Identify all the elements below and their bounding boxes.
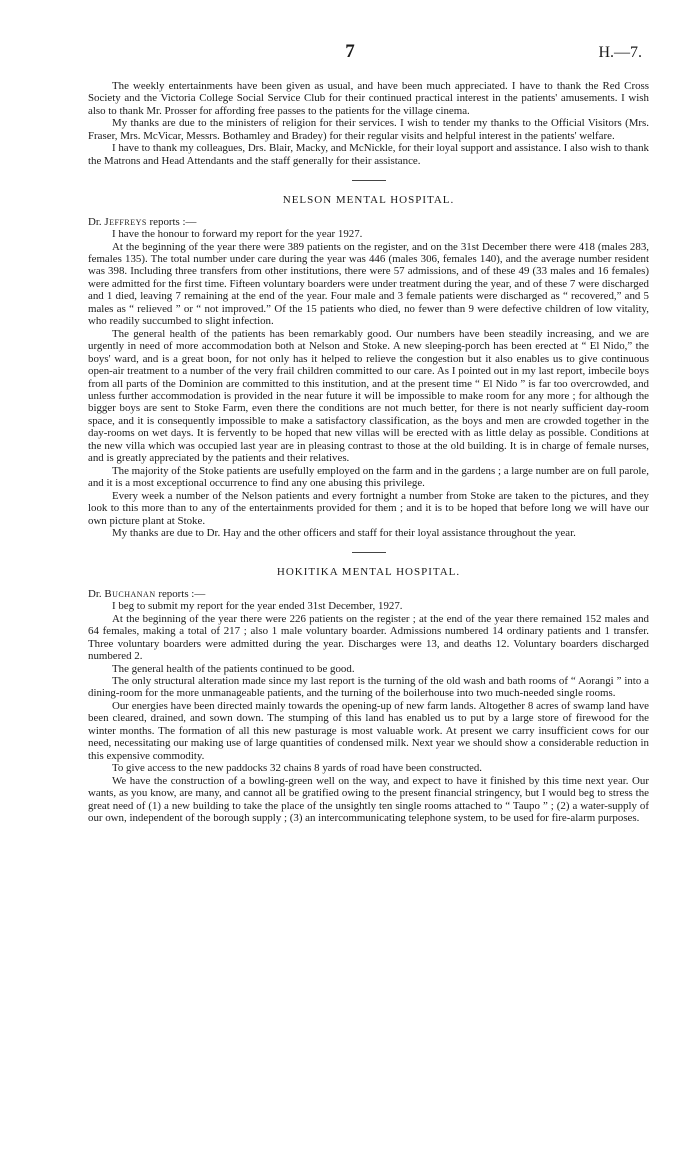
section-title: HOKITIKA MENTAL HOSPITAL. — [276, 566, 461, 579]
paragraph: To give access to the new paddocks 32 chains 8 yards of road have been constructed. — [112, 762, 482, 775]
paragraph: At the beginning of the year there were 389 patients on the register, and on the 31st December there were 418 (males 283, females 135). The total number under care during the year was 446 (males 306, females 140), and the average number resident was 398. Including three transfers from other institutions, there were 57 admissions, and of these 49 (33 males and 16 females) were admitted for the first time. Fifteen voluntary boarders were under treatment during the year, and of these 7 were discharged and 1 died, leaving 7 remaining at the end of the year. Four male and 3 female patients were discharged as “ recovered,” and 5 males as “ relieved ” or “ not improved.” Of the 15 patients who died, no fewer than 9 were defective children of low vitality, who readily succumbed to slight infection. — [88, 240, 649, 328]
byline — [88, 216, 649, 228]
section-title: NELSON MENTAL HOSPITAL. — [282, 194, 455, 207]
paragraph: I have to thank my colleagues, Drs. Blair, Macky, and McNickle, for their loyal support and assistance. I also wish to thank the Matrons and Head Attendants and the staff generally for their assistance. — [88, 142, 649, 167]
byline — [88, 588, 649, 600]
byline-prefix: Dr. — [88, 215, 105, 228]
section-divider — [352, 180, 386, 181]
paragraph: The general health of the patients has been remarkably good. Our numbers have been steadily increasing, and we are urgently in need of more accommodation both at Nelson and Stoke. A new sleeping-porch has been erected at “ El Nido,” the boys' ward, and is a great boon, for not only has it helped to relieve the congestion but it also enables us to give continuous open-air treatment to a number of the very frail children committed to our care. As I pointed out in my last report, imbecile boys from all parts of the Dominion are committed to this institution, and at the present time “ El Nido ” is far too overcrowded, and unless further accommodation is provided in the near future it will be impossible to make room for any more ; for although the bigger boys are sent to Stoke Farm, even there the conditions are not much better, for there is not nearly sufficient day-room space, and it is consequently impossible to make a satisfactory classification, as the boys and men are crowded together in the day-rooms on wet days. It is fervently to be hoped that new villas will be erected with as little delay as possible. Conditions at the new villa which was occupied last year are in pleasing contrast to those at the old building. It is in charge of female nurses, and is greatly appreciated by the patients and their relatives. — [88, 327, 649, 465]
byline-suffix: reports :— — [146, 215, 197, 228]
page-number: 7 — [345, 41, 355, 62]
paragraph: The majority of the Stoke patients are usefully employed on the farm and in the gardens ; a large number are on full parole, and it is a most exceptional occurrence to find any one abusing this privilege. — [88, 464, 649, 490]
nelson-section — [88, 194, 649, 539]
intro-section — [88, 80, 649, 167]
paragraph: Our energies have been directed mainly towards the opening-up of new farm lands. Altogether 8 acres of swamp land have been cleared, drained, and sown down. The stumping of this land has enabled us to put by a large store of firewood for the winter months. The formation of all this new pasturage is most valuable work. At present we carry insufficient cows for our need, necessitating our making use of large quantities of condensed milk. Next year we should show a considerable reduction in this expensive commodity. — [88, 699, 649, 762]
section-divider — [352, 552, 386, 553]
document-reference: H.—7. — [598, 44, 642, 61]
byline-prefix: Dr. — [88, 587, 105, 600]
paragraph: My thanks are due to the ministers of religion for their services. I wish to tender my thanks to the Official Visitors (Mrs. Fraser, Mrs. McVicar, Messrs. Bothamley and Bradey) for their regular visits and helpful interest in the patients' welfare. — [88, 117, 649, 142]
paragraph: My thanks are due to Dr. Hay and the other officers and staff for their loyal assistance throughout the year. — [112, 526, 576, 539]
byline-name: Jeffreys — [104, 215, 147, 228]
byline-name: Buchanan — [104, 587, 156, 600]
paragraph: I beg to submit my report for the year ended 31st December, 1927. — [112, 600, 403, 613]
paragraph: The general health of the patients continued to be good. — [112, 662, 355, 675]
paragraph: Every week a number of the Nelson patients and every fortnight a number from Stoke are taken to the pictures, and they look to this more than to any of the entertainments provided for them ; and it is to be hoped that before long we will have our own picture plant at Stoke. — [88, 489, 649, 527]
report-body — [88, 80, 649, 824]
hokitika-section — [88, 566, 649, 824]
paragraph: The only structural alteration made since my last report is the turning of the old wash and bath rooms of “ Aorangi ” into a dining-room for the more unmanageable patients, and the turning of the boilerhouse into two much-needed single rooms. — [88, 675, 649, 700]
paragraph: We have the construction of a bowling-green well on the way, and expect to have it finished by this time next year. Our wants, as you know, are many, and cannot all be gratified owing to the present financial stringency, but I would beg to stress the great need of (1) a new building to take the place of the unsightly ten single rooms attached to “ Taupo ” ; (2) a water-supply of our own, independent of the borough supply ; (3) an intercommunicating telephone system, to be used for fire-alarm purposes. — [88, 774, 649, 825]
paragraph: At the beginning of the year there were 226 patients on the register ; at the end of the year there remained 152 males and 64 females, making a total of 217 ; also 1 male voluntary boarder. Admissions numbered 14 ordinary patients and 1 transfer. Three voluntary boarders were admitted during the year. Discharges were 13, and deaths 12. Voluntary boarders discharged numbered 2. — [88, 612, 649, 663]
byline-suffix: reports :— — [155, 587, 206, 600]
paragraph: I have the honour to forward my report for the year 1927. — [112, 228, 363, 241]
paragraph: The weekly entertainments have been given as usual, and have been much appreciated. I have to thank the Red Cross Society and the Victoria College Social Service Club for their continued practical interest in the patients' amusements. I wish also to thank Mr. Prosser for affording free passes to the patients for the village cinema. — [88, 80, 649, 117]
